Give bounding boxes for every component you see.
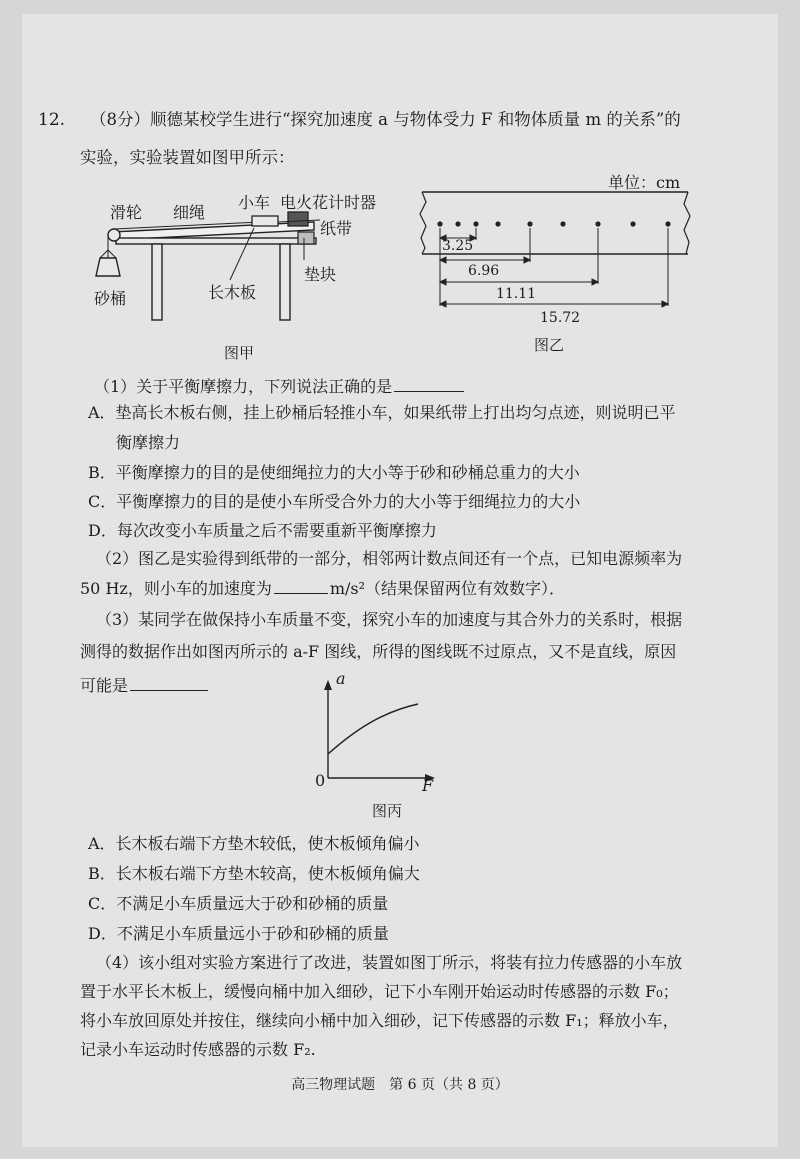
- caption-jia: 图甲: [224, 344, 255, 362]
- part3-option-a: A．长木板右端下方垫木较低，使木板倾角偏小: [88, 834, 420, 853]
- label-timer: 电火花计时器: [280, 193, 377, 212]
- question-intro-line1: （8分）顺德某校学生进行“探究加速度 a 与物体受力 F 和物体质量 m 的关系”的: [90, 110, 681, 129]
- part1-option-b: B．平衡摩擦力的目的是使细绳拉力的大小等于砂和砂桶总重力的大小: [88, 463, 580, 482]
- answer-blank-2[interactable]: [274, 577, 328, 594]
- graph-y-label: a: [336, 669, 346, 688]
- distance-label-3: 11.11: [496, 286, 537, 302]
- sand-bucket: [96, 258, 120, 276]
- part3-option-c: C．不满足小车质量远大于砂和砂桶的质量: [88, 894, 389, 913]
- tape-right-torn-edge: [684, 192, 690, 254]
- tape-dot: [495, 221, 500, 226]
- table-leg-right: [280, 244, 290, 320]
- caption-bing: 图丙: [372, 802, 403, 820]
- part4-line1: （4）该小组对实验方案进行了改进，装置如图丁所示，将装有拉力传感器的小车放: [96, 953, 683, 972]
- part2-line2: 50 Hz，则小车的加速度为 m/s²（结果保留两位有效数字）．: [80, 579, 566, 598]
- tape-dot: [437, 221, 442, 226]
- answer-blank-3[interactable]: [130, 674, 208, 691]
- unit-label: 单位：cm: [608, 173, 681, 192]
- part1-option-c: C．平衡摩擦力的目的是使小车所受合外力的大小等于细绳拉力的大小: [88, 492, 581, 511]
- label-pulley: 滑轮: [110, 203, 143, 222]
- question-number: 12.: [38, 110, 66, 130]
- distance-label-4: 15.72: [540, 310, 581, 326]
- part2-line1: （2）图乙是实验得到纸带的一部分，相邻两计数点间还有一个点，已知电源频率为: [96, 549, 683, 568]
- part4-line3: 将小车放回原处并按住，继续向小桶中加入细砂，记下传感器的示数 F₁；释放小车，: [80, 1011, 679, 1030]
- graph-x-label: F: [422, 776, 434, 795]
- pulley: [108, 229, 120, 241]
- part1-option-d: D．每次改变小车质量之后不需要重新平衡摩擦力: [88, 521, 437, 540]
- tape-dot: [595, 221, 600, 226]
- support-block: [298, 232, 314, 244]
- label-tape: 纸带: [320, 219, 353, 238]
- caption-yi: 图乙: [534, 336, 565, 354]
- spark-timer: [288, 212, 308, 226]
- part1-option-a-line1: A．垫高长木板右侧，挂上砂桶后轻推小车，如果纸带上打出均匀点迹，则说明已平: [88, 403, 676, 422]
- answer-blank-1[interactable]: [394, 375, 464, 392]
- question-intro-line2: 实验，实验装置如图甲所示：: [80, 148, 295, 167]
- cart: [252, 216, 278, 226]
- table-top: [116, 238, 316, 244]
- tape-dot: [560, 221, 565, 226]
- part3-line3: 可能是: [80, 674, 208, 696]
- distance-label-1: 3.25: [442, 238, 474, 254]
- part3-option-b: B．长木板右端下方垫木较高，使木板倾角偏大: [88, 864, 420, 883]
- table-leg-left: [152, 244, 162, 320]
- part4-line4: 记录小车运动时传感器的示数 F₂.: [80, 1040, 316, 1059]
- tape-dot: [665, 221, 670, 226]
- tape-dot: [473, 221, 478, 226]
- label-bucket: 砂桶: [94, 289, 127, 308]
- part3-line2: 测得的数据作出如图丙所示的 a-F 图线，所得的图线既不过原点，又不是直线，原因: [80, 642, 677, 661]
- distance-label-2: 6.96: [468, 263, 500, 279]
- y-axis-arrow: [324, 680, 332, 690]
- part1-stem: （1）关于平衡摩擦力，下列说法正确的是: [94, 375, 464, 397]
- a-f-curve: [328, 704, 418, 754]
- label-block: 垫块: [304, 265, 337, 284]
- figure-bing-graph: [310, 678, 440, 788]
- part1-option-a-line2: 衡摩擦力: [116, 433, 181, 452]
- label-cart: 小车: [238, 193, 271, 212]
- tape-left-torn-edge: [420, 192, 426, 254]
- part4-line2: 置于水平长木板上，缓慢向桶中加入细砂，记下小车刚开始运动时传感器的示数 F₀；: [80, 982, 679, 1001]
- part3-option-d: D．不满足小车质量远小于砂和砂桶的质量: [88, 924, 389, 943]
- part3-line1: （3）某同学在做保持小车质量不变，探究小车的加速度与其合外力的关系时，根据: [96, 610, 683, 629]
- label-board: 长木板: [208, 283, 257, 302]
- graph-origin: 0: [315, 771, 326, 790]
- tape-dot: [455, 221, 460, 226]
- label-rope: 细绳: [173, 203, 206, 222]
- tape-dot: [527, 221, 532, 226]
- tape-dot: [630, 221, 635, 226]
- page-footer: 高三物理试题 第 6 页（共 8 页）: [291, 1077, 509, 1093]
